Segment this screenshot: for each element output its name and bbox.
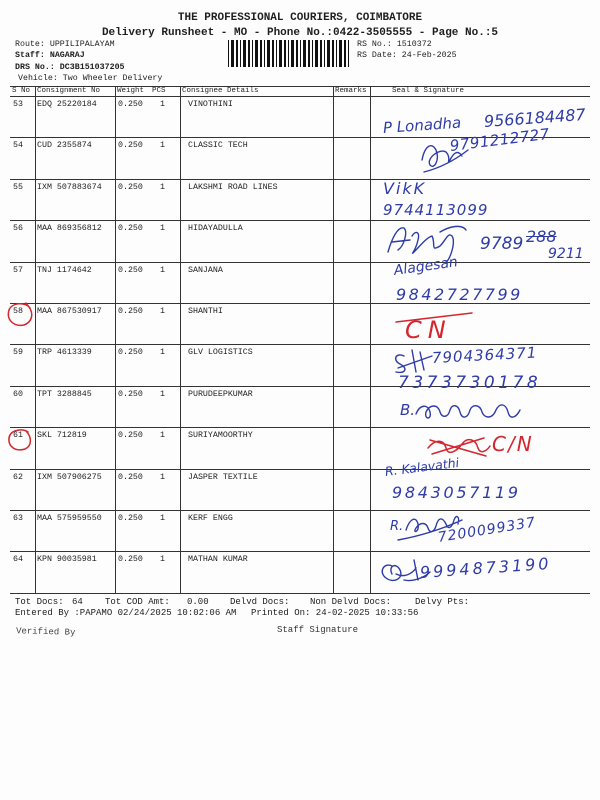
pieces: 1 — [160, 431, 165, 441]
serial-number: 62 — [13, 472, 23, 482]
handwritten-name: P Lonadha — [382, 113, 462, 137]
barcode-bar — [260, 40, 262, 67]
serial-number: 54 — [13, 141, 23, 151]
weight: 0.250 — [118, 224, 143, 234]
barcode-bar — [344, 40, 346, 67]
consignee-name: JASPER TEXTILE — [188, 472, 258, 482]
handwritten-phone-struck: 288 — [526, 227, 557, 246]
barcode-bar — [308, 40, 310, 67]
non-delivered-docs-label: Non Delvd Docs: — [310, 597, 392, 607]
barcode-bar — [327, 40, 330, 67]
barcode-bar — [324, 40, 325, 67]
serial-number: 53 — [13, 100, 23, 109]
column-divider — [333, 86, 334, 594]
delivered-docs-label: Delvd Docs: — [230, 597, 290, 607]
barcode-bar — [339, 40, 342, 67]
pieces: 1 — [160, 555, 165, 565]
barcode-bar — [315, 40, 318, 67]
weight: 0.250 — [118, 141, 143, 151]
pieces: 1 — [160, 307, 165, 316]
serial-number: 63 — [13, 514, 23, 523]
handwritten-phone: 9843057119 — [392, 483, 521, 502]
barcode-bar — [288, 40, 289, 67]
barcode-bar — [272, 40, 274, 67]
barcode-bar — [291, 40, 294, 67]
delivery-points-label: Delvy Pts: — [415, 597, 470, 607]
barcode-bar — [284, 40, 286, 67]
entered-by: Entered By :PAPAMO 02/24/2025 10:02:06 AM — [15, 608, 237, 618]
serial-number: 59 — [13, 348, 23, 358]
barcode-bar — [348, 40, 349, 67]
consignment-number: MAA 575959550 — [37, 514, 102, 523]
consignment-number: MAA 867530917 — [37, 307, 102, 316]
column-divider — [370, 86, 371, 594]
barcode-bar — [231, 40, 234, 67]
barcode-bar — [279, 40, 282, 67]
consignee-name: KERF ENGG — [188, 514, 233, 523]
col-weight: Weight — [117, 87, 145, 95]
barcode-bar — [276, 40, 277, 67]
consignment-number: TNJ 1174642 — [37, 265, 92, 275]
consignee-name: SANJANA — [188, 265, 223, 275]
weight: 0.250 — [118, 555, 143, 565]
weight: 0.250 — [118, 514, 143, 523]
pieces: 1 — [160, 265, 165, 275]
column-divider — [115, 86, 116, 594]
serial-number: 64 — [13, 555, 23, 565]
handwritten-phone: 7200099337 — [436, 514, 538, 546]
pieces: 1 — [160, 514, 165, 523]
table-row — [10, 180, 590, 221]
barcode-bar — [320, 40, 322, 67]
consignee-name: LAKSHMI ROAD LINES — [188, 182, 278, 192]
barcode-bar — [312, 40, 313, 67]
cod-amount-label: Tot COD Amt: — [105, 597, 170, 607]
handwritten-phone: 7373730178 — [398, 373, 542, 393]
vehicle: Vehicle: Two Wheeler Delivery — [18, 74, 163, 83]
pieces: 1 — [160, 182, 165, 192]
weight: 0.250 — [118, 265, 143, 275]
consignment-number: TPT 3288845 — [37, 389, 92, 399]
column-divider — [35, 86, 36, 594]
handwritten-phone: 9211 — [548, 246, 584, 262]
consignee-name: SURIYAMOORTHY — [188, 431, 253, 441]
serial-number: 57 — [13, 265, 23, 275]
runsheet-title: Delivery Runsheet - MO - Phone No.:0422-3505555 - Page No.:5 — [101, 27, 499, 39]
barcode-bar — [252, 40, 253, 67]
total-docs-label: Tot Docs: — [15, 597, 64, 607]
col-pcs: PCS — [152, 87, 166, 95]
consignee-name: SHANTHI — [188, 307, 223, 316]
barcode-bar — [243, 40, 246, 67]
pieces: 1 — [160, 141, 165, 151]
weight: 0.250 — [118, 182, 143, 192]
handwritten-phone: 7904364371 — [431, 343, 538, 367]
consignee-name: CLASSIC TECH — [188, 141, 248, 151]
cod-amount-value: 0.00 — [187, 597, 209, 607]
drs-number: DRS No.: DC3B151037205 — [15, 63, 125, 72]
consignment-number: IXM 507906275 — [37, 472, 102, 482]
pieces: 1 — [160, 472, 165, 482]
col-signature: Seal & Signature — [392, 87, 465, 95]
handwritten-name: R. Kalavathi — [383, 454, 460, 479]
table-row — [10, 387, 590, 428]
barcode-bar — [296, 40, 298, 67]
consignment-number: TRP 4613339 — [37, 348, 92, 358]
handwritten-phone: 9789 — [480, 234, 524, 254]
weight: 0.250 — [118, 389, 143, 399]
handwritten-cn-mark: C/N — [492, 432, 534, 456]
barcode-bar — [303, 40, 306, 67]
barcode-bar — [300, 40, 301, 67]
handwritten-phone: 9994873190 — [419, 553, 553, 582]
handwritten-phone: 9791212727 — [448, 124, 551, 155]
consignment-number: KPN 90035981 — [37, 555, 97, 565]
col-remarks: Remarks — [335, 87, 367, 95]
pieces: 1 — [160, 348, 165, 358]
rs-number: RS No.: 1510372 — [357, 40, 432, 49]
weight: 0.250 — [118, 472, 143, 482]
barcode-bar — [336, 40, 337, 67]
weight: 0.250 — [118, 431, 143, 441]
verified-by: Verified By — [15, 626, 76, 638]
pieces: 1 — [160, 224, 165, 234]
barcode — [228, 40, 352, 67]
staff: Staff: NAGARAJ — [15, 51, 85, 60]
col-consignee: Consignee Details — [182, 87, 259, 95]
serial-number: 60 — [13, 389, 23, 399]
barcode-bar — [267, 40, 270, 67]
handwritten-phone: 9842727799 — [396, 285, 523, 304]
route: Route: UPPILIPALAYAM — [15, 40, 115, 49]
consignment-number: IXM 507883674 — [37, 182, 102, 192]
consignee-name: PURUDEEPKUMAR — [188, 389, 253, 399]
handwritten-name: Alagesan — [392, 254, 459, 279]
barcode-bar — [255, 40, 258, 67]
handwritten-phone: 9566184487 — [483, 104, 587, 131]
barcode-bar — [264, 40, 265, 67]
barcode-bar — [240, 40, 241, 67]
total-docs-value: 64 — [72, 597, 83, 607]
consignee-name: VINOTHINI — [188, 100, 233, 109]
serial-number: 55 — [13, 182, 23, 192]
barcode-bar — [236, 40, 238, 67]
serial-number: 58 — [13, 307, 23, 316]
col-sno: S No — [12, 87, 31, 95]
consignment-number: EDQ 25220184 — [37, 100, 97, 109]
consignment-number: CUD 2355874 — [37, 141, 92, 151]
weight: 0.250 — [118, 307, 143, 316]
pieces: 1 — [160, 100, 165, 109]
serial-number: 61 — [13, 431, 23, 441]
col-consignment: Consignment No — [37, 87, 101, 95]
serial-number: 56 — [13, 224, 23, 234]
staff-signature-label: Staff Signature — [277, 625, 359, 635]
consignee-name: HIDAYADULLA — [188, 224, 243, 234]
handwritten-initial: B. — [400, 401, 416, 419]
handwritten-initial: R. — [390, 519, 404, 534]
barcode-bar — [248, 40, 250, 67]
handwritten-name: VikK — [383, 179, 427, 198]
table-row — [10, 304, 590, 345]
weight: 0.250 — [118, 348, 143, 358]
column-divider — [180, 86, 181, 594]
printed-on: Printed On: 24-02-2025 10:33:56 — [251, 608, 419, 618]
barcode-bar — [228, 40, 229, 67]
consignee-name: GLV LOGISTICS — [188, 348, 253, 358]
table-header — [10, 86, 590, 97]
pieces: 1 — [160, 389, 165, 399]
consignment-number: MAA 869356812 — [37, 224, 102, 234]
rs-date: RS Date: 24-Feb-2025 — [357, 51, 457, 60]
handwritten-cn-mark: CN — [405, 316, 452, 344]
consignment-number: SKL 712819 — [37, 431, 87, 441]
consignee-name: MATHAN KUMAR — [188, 555, 248, 565]
weight: 0.250 — [118, 100, 143, 109]
handwritten-phone: 9744113099 — [383, 201, 489, 219]
company-name: THE PROFESSIONAL COURIERS, COIMBATORE — [177, 12, 423, 24]
barcode-bar — [332, 40, 334, 67]
